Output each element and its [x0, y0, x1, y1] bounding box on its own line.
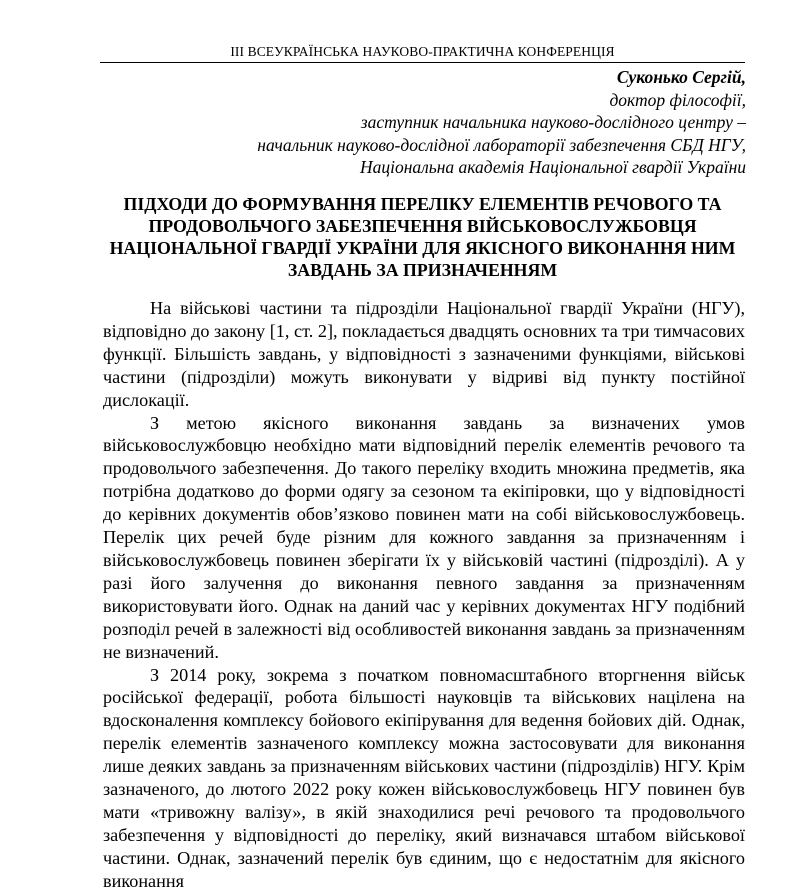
paper-title: ПІДХОДИ ДО ФОРМУВАННЯ ПЕРЕЛІКУ ЕЛЕМЕНТІВ РЕЧОВОГО ТА ПРОДОВОЛЬЧОГО ЗАБЕЗПЕЧЕННЯ ВІЙСЬКОВОСЛУЖБОВЦЯ НАЦІОНАЛЬНОЇ ГВАРДІЇ УКРАЇНИ ДЛЯ ЯКІСНОГО ВИКОНАННЯ НИМ ЗАВДАНЬ ЗА ПРИЗНАЧЕННЯМ	[109, 194, 736, 280]
author-block	[257, 66, 746, 179]
author-degree: доктор філософії,	[609, 89, 746, 110]
author-position-line2: начальник науково-дослідної лабораторії забезпечення СБД НГУ,	[257, 134, 746, 155]
author-position-line1: заступник начальника науково-дослідного центру –	[360, 112, 746, 132]
paragraph: На військові частини та підрозділи Національної гвардії України (НГУ), відповідно до закону [1, ст. 2], покладається двадцять основних та три тимчасових функції. Більшість завдань, у відповідності з зазначеними функціями, військові частини (підрозділи) можуть виконувати у відриві від пункту постійної дислокації.	[103, 298, 745, 410]
paragraph: З 2014 року, зокрема з початком повномасштабного вторгнення військ російської федерації, робота більшості науковців та військових націлена на вдосконалення комплексу бойового екіпірування для ведення бойових дій. Однак, перелік елементів зазначеного комплексу можна застосовувати для виконання лише деяких завдань за призначенням військових частини (підрозділів) НГУ. Крім зазначеного, до лютого 2022 року кожен військовослужбовець НГУ повинен був мати «тривожну валізу», в якій знаходилися речі речового та продовольчого забезпечення у відповідності до переліку, який визначався штабом військової частини. Однак, зазначений перелік був єдиним, що є недостатнім для якісного виконання	[103, 664, 745, 891]
header-rule	[100, 62, 745, 63]
paragraph: З метою якісного виконання завдань за визначених умов військовослужбовцю необхідно мати відповідний перелік елементів речового та продовольчого забезпечення. До такого переліку входить множина предметів, яка потрібна додатково до форми одягу за сезоном та екіпіровки, що у відповідності до керівних документів обов’язково повинен мати на собі військовослужбовець. Перелік цих речей буде різним для кожного завдання за призначенням і військовослужбовець повинен зберігати їх у військовій частині (підрозділі). А у разі його залучення до виконання певного завдання за призначенням використовувати його. Однак на даний час у керівних документах НГУ подібний розподіл речей в залежності від особливостей виконання завдань за призначенням не визначений.	[103, 412, 745, 662]
author-name: Суконько Сергій,	[616, 67, 746, 87]
author-affiliation: Національна академія Національної гвардії України	[359, 157, 746, 177]
body-text	[103, 297, 745, 893]
conference-header: ІІІ ВСЕУКРАЇНСЬКА НАУКОВО-ПРАКТИЧНА КОНФЕРЕНЦІЯ	[230, 44, 615, 59]
